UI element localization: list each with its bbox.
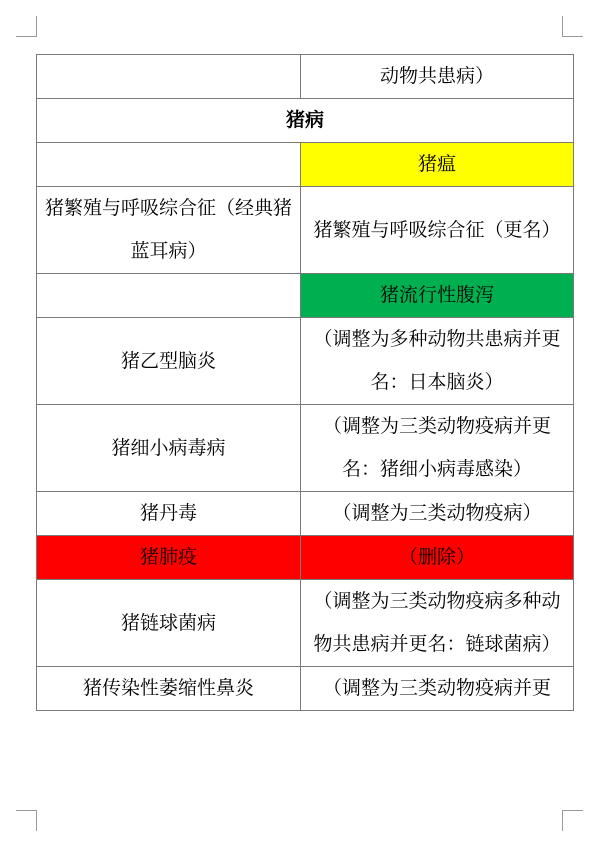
crop-mark-top-right: [562, 16, 583, 37]
table-cell-new: 猪繁殖与呼吸综合征（更名）: [301, 187, 574, 274]
table-cell-old: [37, 55, 301, 99]
table-cell-new: （调整为三类动物疫病）: [301, 492, 574, 536]
table-cell-old: [37, 143, 301, 187]
crop-mark-top-left: [16, 16, 37, 37]
table-cell-new: （调整为三类动物疫病并更名：猪细小病毒感染）: [301, 405, 574, 492]
table-row: [37, 492, 574, 536]
table-cell-old-highlight-red: 猪肺疫: [37, 536, 301, 580]
table-cell-old: 猪繁殖与呼吸综合征（经典猪蓝耳病）: [37, 187, 301, 274]
table-cell-new: 动物共患病）: [301, 55, 574, 99]
table-cell-new-highlight-red: （删除）: [301, 536, 574, 580]
table-cell-new: （调整为三类动物疫病并更: [301, 667, 574, 711]
table-cell-new-highlight-green: 猪流行性腹泻: [301, 274, 574, 318]
table-cell-old: 猪丹毒: [37, 492, 301, 536]
table-cell-new: （调整为三类动物疫病多种动物共患病并更名：链球菌病）: [301, 580, 574, 667]
crop-mark-bottom-right: [562, 810, 583, 831]
table-cell-old: 猪传染性萎缩性鼻炎: [37, 667, 301, 711]
table-row: [37, 187, 574, 274]
table-row: [37, 55, 574, 99]
table-row: [37, 143, 574, 187]
table-row: [37, 405, 574, 492]
section-heading-row: [37, 99, 574, 143]
table-row-highlight-red: [37, 536, 574, 580]
table-cell-old: [37, 274, 301, 318]
table-cell-new: （调整为多种动物共患病并更名：日本脑炎）: [301, 318, 574, 405]
table-row: [37, 274, 574, 318]
table-row: [37, 580, 574, 667]
disease-table: [36, 54, 574, 711]
crop-mark-bottom-left: [16, 810, 37, 831]
table-cell-old: 猪链球菌病: [37, 580, 301, 667]
table-row: [37, 318, 574, 405]
table-cell-old: 猪细小病毒病: [37, 405, 301, 492]
table-cell-new-highlight-yellow: 猪瘟: [301, 143, 574, 187]
section-heading: 猪病: [37, 99, 574, 143]
table-row: [37, 667, 574, 711]
table-cell-old: 猪乙型脑炎: [37, 318, 301, 405]
